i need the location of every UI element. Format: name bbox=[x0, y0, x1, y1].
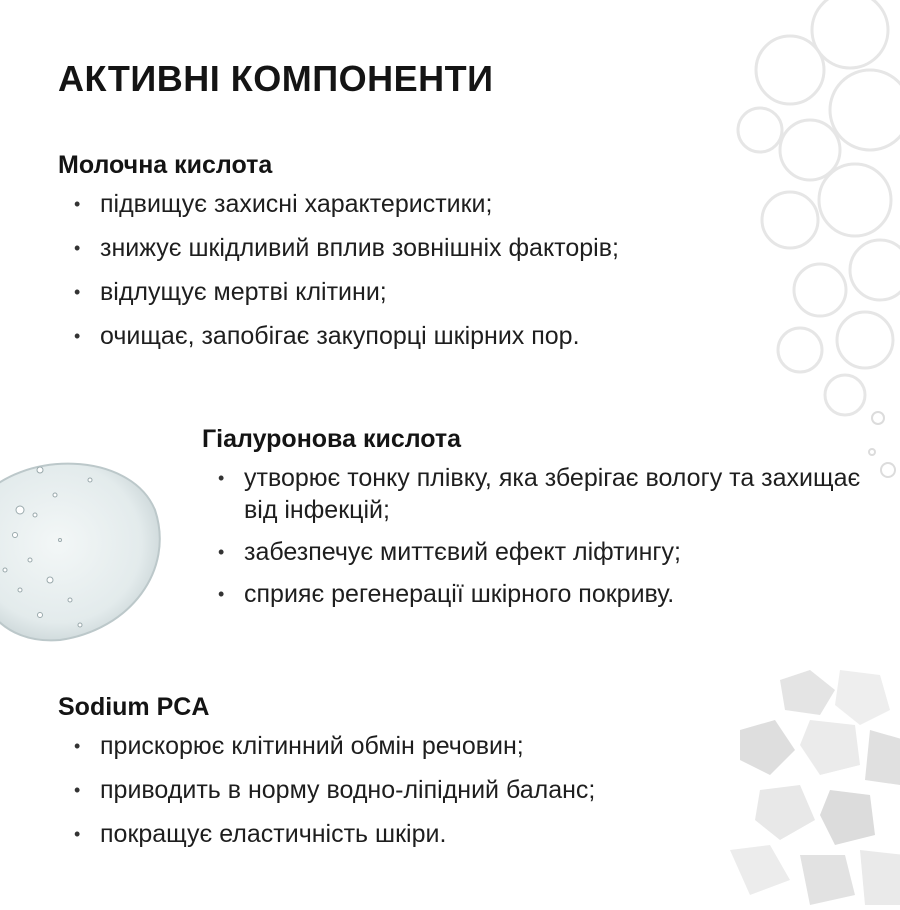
benefit-list bbox=[58, 188, 619, 352]
section-heading: Гіалуронова кислота bbox=[202, 425, 462, 453]
list-item: • покращує еластичність шкіри. bbox=[58, 818, 595, 850]
list-item: • сприяє регенерації шкірного покриву. bbox=[202, 578, 872, 610]
benefit-list bbox=[58, 730, 595, 850]
list-item: • утворює тонку плівку, яка зберігає вологу та захищає від інфекцій; bbox=[202, 462, 872, 526]
list-item: • відлущує мертві клітини; bbox=[58, 276, 619, 308]
section-sodium-pca bbox=[58, 690, 595, 862]
list-item: • підвищує захисні характеристики; bbox=[58, 188, 619, 220]
list-item: • знижує шкідливий вплив зовнішніх факторів; bbox=[58, 232, 619, 264]
gel-drop-image bbox=[0, 440, 170, 650]
section-lactic-acid bbox=[58, 148, 619, 364]
list-item: • очищає, запобігає закупорці шкірних пор. bbox=[58, 320, 619, 352]
section-hyaluronic-acid bbox=[202, 422, 872, 620]
section-heading: Молочна кислота bbox=[58, 151, 273, 179]
page-title: АКТИВНІ КОМПОНЕНТИ bbox=[58, 58, 494, 99]
section-heading: Sodium PCA bbox=[58, 693, 210, 721]
list-item: • приводить в норму водно-ліпідний баланс; bbox=[58, 774, 595, 806]
benefit-list bbox=[202, 462, 872, 610]
list-item: • забезпечує миттєвий ефект ліфтингу; bbox=[202, 536, 872, 568]
salt-crystals-image bbox=[720, 660, 900, 910]
list-item: • прискорює клітинний обмін речовин; bbox=[58, 730, 595, 762]
